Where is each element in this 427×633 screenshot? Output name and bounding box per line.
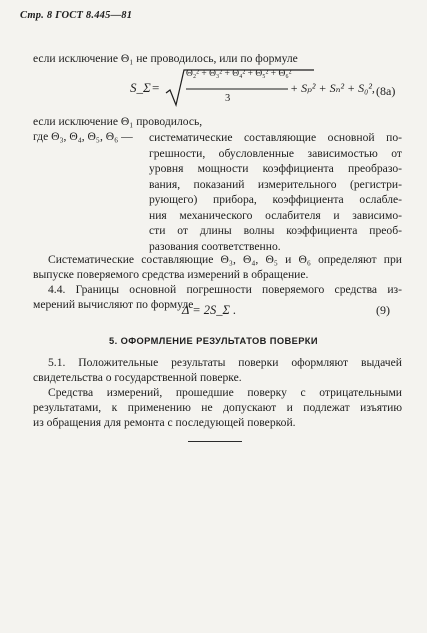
paragraph-line: 5.1. Положительные результаты поверки оформляют выдачей <box>48 356 402 369</box>
definition-line: ния механического ослабителя и зависимо- <box>149 208 402 222</box>
paragraph-line: свидетельства о государственной поверке. <box>33 371 242 384</box>
paragraph-line: 4.4. Границы основной погрешности поверяемого средства из- <box>48 283 402 296</box>
paragraph-line: результатами, к применению не допускают и подлежат изъятию <box>33 401 402 414</box>
end-rule <box>188 441 242 442</box>
formula-8a <box>130 67 400 113</box>
paragraph-line: Средства измерений, прошедшие поверку с отрицательными <box>48 386 402 399</box>
section-title: 5. ОФОРМЛЕНИЕ РЕЗУЛЬТАТОВ ПОВЕРКИ <box>109 336 318 346</box>
page-header: Стр. 8 ГОСТ 8.445—81 <box>20 10 133 21</box>
definition-line: рующего) прибора, коэффициента ослабле- <box>149 193 402 206</box>
formula-lhs: S_Σ <box>130 80 151 95</box>
definition-line: вания, показаний измерительного (регистри- <box>149 177 402 191</box>
paragraph-line: мерений вычисляют по формуле <box>33 298 194 311</box>
definition-line: разования соответственно. <box>149 239 281 253</box>
definition-line: систематические составляющие основной по- <box>149 131 402 144</box>
where-label: где Θ₃, Θ₄, Θ₅, Θ₆ — <box>33 130 133 143</box>
definition-line: сти от длины волны коэффициента преоб- <box>149 224 402 237</box>
formula-equals: = <box>152 80 160 95</box>
formula-number-8a: (8a) <box>376 84 396 98</box>
definition-line: уровня мощности коэффициента преобразо- <box>149 162 402 175</box>
paragraph-line: из обращения для ремонта с последующей поверкой. <box>33 416 296 429</box>
definition-list <box>149 130 402 254</box>
formula-numerator: Θ₂² + Θ₃² + Θ₄² + Θ₅² + Θ₆² <box>186 69 292 79</box>
definition-line: грешности, обусловленные зависимостью от <box>149 146 402 160</box>
paragraph-line: если исключение Θ₁ проводилось, <box>33 115 203 128</box>
formula-number-9: (9) <box>376 303 390 317</box>
formula-rest: + Sₚ² + Sₙ² + S₀², <box>290 81 375 95</box>
paragraph-line: Систематические составляющие Θ₃, Θ₄, Θ₅ и Θ₆ определяют при <box>48 253 402 266</box>
paragraph-line: выпуске поверяемого средства измерений в обращение. <box>33 268 309 281</box>
paragraph-line: если исключение Θ₁ не проводилось, или по формуле <box>33 52 298 65</box>
formula-denominator: 3 <box>225 93 231 104</box>
formula-9: Δ = 2S_Σ . <box>182 303 237 317</box>
